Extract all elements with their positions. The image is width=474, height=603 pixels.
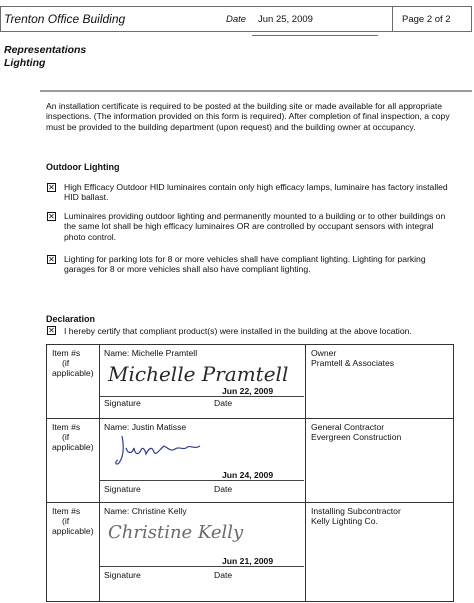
outdoor-item-1: High Efficacy Outdoor HID luminaires contain only high efficacy lamps, luminaire has factory installed HID ballast. — [64, 182, 448, 203]
item-label-line-1: Item #s — [52, 506, 81, 516]
document-title: Trenton Office Building — [4, 12, 126, 26]
declaration-heading: Declaration — [46, 314, 96, 324]
checkbox-outdoor-2[interactable]: ✕ — [48, 212, 55, 221]
checkbox-outdoor-3[interactable]: ✕ — [48, 255, 55, 264]
checkbox-outdoor-1[interactable]: ✕ — [48, 183, 55, 192]
item-label-line-2: (if — [62, 358, 70, 368]
section-subtitle: Lighting — [4, 57, 46, 69]
role-3: Installing Subcontractor — [311, 506, 401, 516]
company-2: Evergreen Construction — [311, 432, 402, 442]
item-label-line-2: (if — [62, 432, 70, 442]
signer-name-3: Name: Christine Kelly — [104, 506, 187, 516]
item-label-line-3: applicable) — [52, 368, 94, 378]
outdoor-lighting-heading: Outdoor Lighting — [46, 162, 120, 172]
company-3: Kelly Lighting Co. — [311, 516, 378, 526]
section-rule — [40, 90, 472, 92]
company-1: Pramtell & Associates — [311, 358, 395, 368]
item-label-2 — [52, 422, 94, 452]
header-divider — [392, 6, 393, 32]
outdoor-item-2: Luminaires providing outdoor lighting and permanently mounted to a building or to other buildings on the same lot shall be high efficacy luminaires OR are controlled by occupant sensors with integral photo control. — [64, 211, 446, 242]
signature-image-2 — [112, 432, 212, 468]
item-label-3 — [52, 506, 94, 536]
sign-date-1: Jun 22, 2009 — [222, 386, 274, 396]
date-label-3: Date — [214, 570, 233, 580]
item-label-1 — [52, 348, 94, 378]
signature-line-1 — [100, 396, 304, 397]
signature-line-3 — [100, 566, 304, 567]
signature-image-1: Michelle Pramtell — [108, 362, 289, 386]
table-divider-col2 — [305, 344, 306, 602]
role-2: General Contractor — [311, 422, 385, 432]
signature-line-2 — [100, 480, 304, 481]
table-divider-row2 — [46, 502, 454, 503]
signer-name-1: Name: Michelle Pramtell — [104, 348, 198, 358]
table-divider-col1 — [99, 344, 100, 602]
header-date-label: Date — [226, 14, 247, 25]
intro-paragraph: An installation certificate is required to be posted at the building site or made available for all appropriate inspections. (The information provided on this form is required). After completion of final inspection, a copy must be provided to the building department (upon request) and the building owner at occupancy. — [46, 101, 450, 132]
header-date: Jun 25, 2009 — [258, 14, 313, 25]
signature-label-1: Signature — [104, 398, 141, 408]
declaration-statement: I hereby certify that compliant product(s) were installed in the building at the above location. — [64, 326, 412, 336]
date-label-1: Date — [214, 398, 233, 408]
header-date-underline — [252, 35, 378, 36]
outdoor-item-3: Lighting for parking lots for 8 or more vehicles shall have compliant lighting. Lighting for parking garages for 8 or more vehicles shall also have compliant lighting. — [64, 254, 426, 275]
item-label-line-3: applicable) — [52, 442, 94, 452]
item-label-line-1: Item #s — [52, 348, 81, 358]
sign-date-3: Jun 21, 2009 — [222, 556, 274, 566]
section-title: Representations — [4, 44, 87, 56]
sign-date-2: Jun 24, 2009 — [222, 470, 274, 480]
item-label-line-3: applicable) — [52, 526, 94, 536]
signer-name-2: Name: Justin Matisse — [104, 422, 187, 432]
item-label-line-1: Item #s — [52, 422, 81, 432]
item-label-line-2: (if — [62, 516, 70, 526]
signature-image-3: Christine Kelly — [108, 522, 244, 543]
signature-label-2: Signature — [104, 484, 141, 494]
signature-label-3: Signature — [104, 570, 141, 580]
page-number: Page 2 of 2 — [402, 14, 451, 25]
table-divider-row1 — [46, 418, 454, 419]
checkbox-declaration[interactable]: ✕ — [48, 326, 55, 335]
role-1: Owner — [311, 348, 337, 358]
date-label-2: Date — [214, 484, 233, 494]
